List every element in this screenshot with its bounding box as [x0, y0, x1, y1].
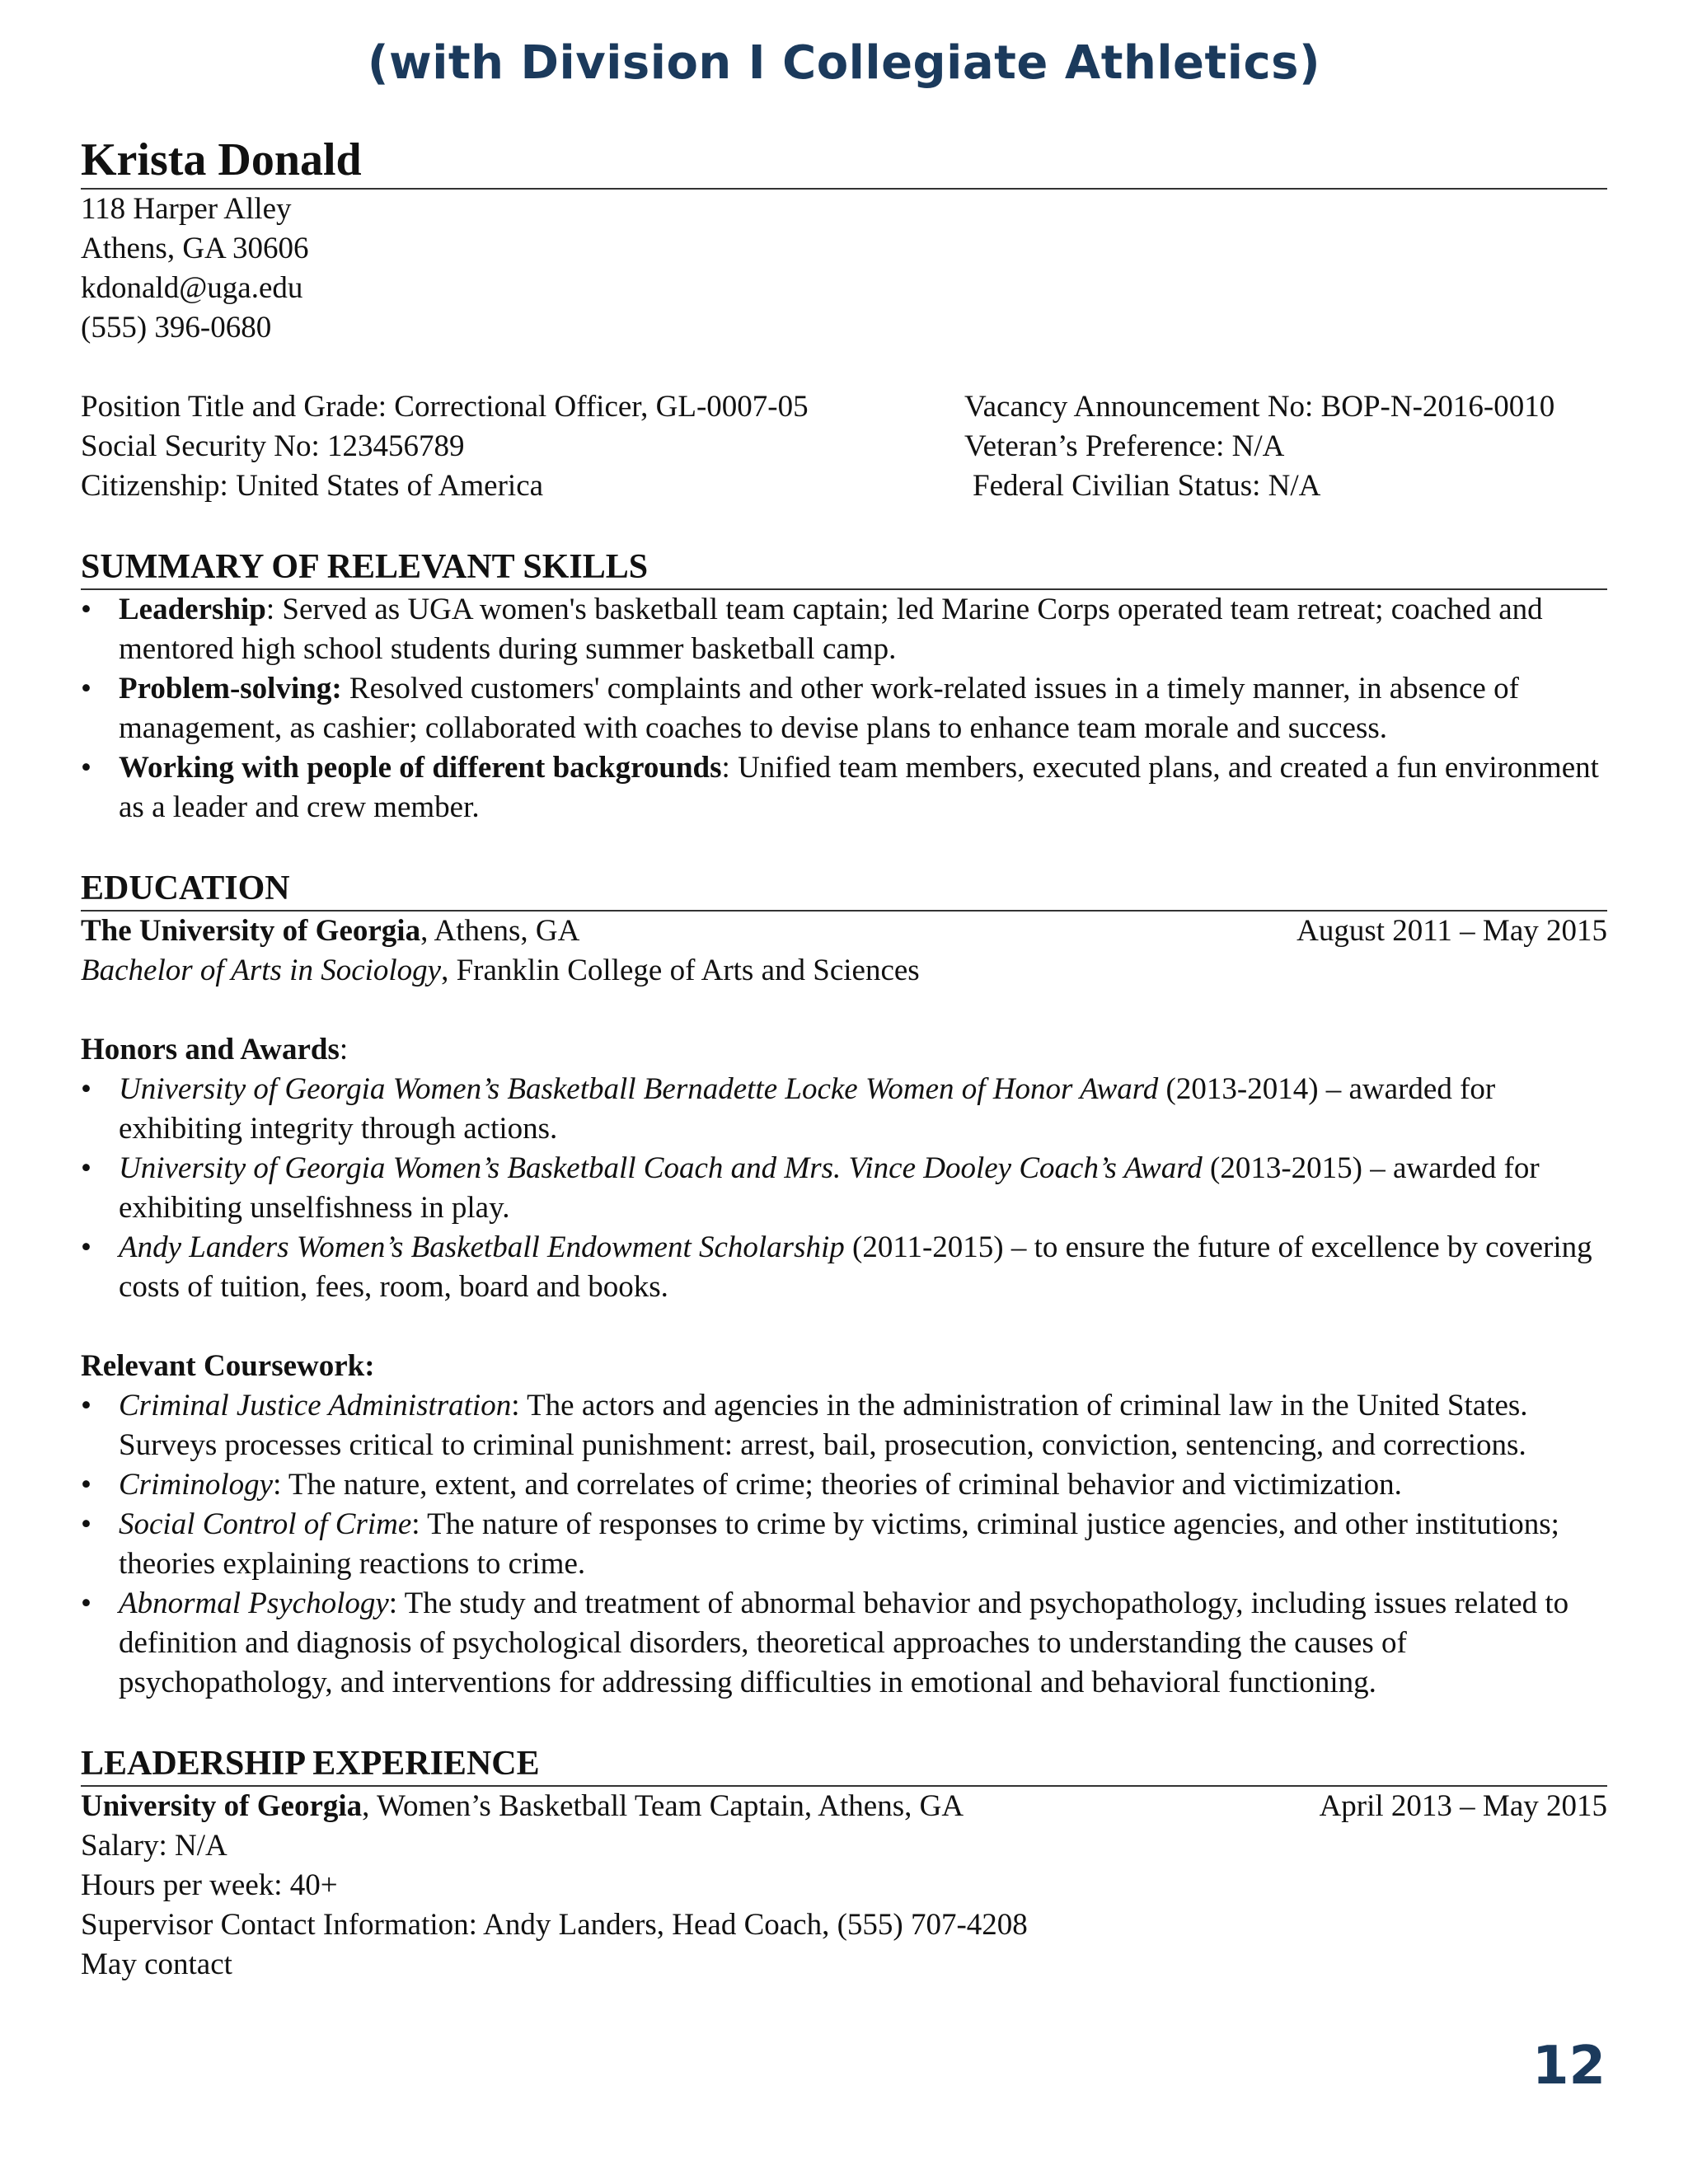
- federal-status: Federal Civilian Status: N/A: [973, 469, 1321, 503]
- position-title: Position Title and Grade: Correctional Officer, GL-0007-05: [81, 390, 809, 424]
- list-item: • Social Control of Crime: The nature of responses to crime by victims, criminal justice agencies, and other institutions; theories explaining reactions to crime.: [81, 1507, 1559, 1581]
- contact-block: [81, 190, 1607, 348]
- list-item: • Abnormal Psychology: The study and treatment of abnormal behavior and psychopathology, including issues related to definition and diagnosis of psychological disorders, theoretical approaches to understanding the causes of psychopathology, and interventions for addressing difficulties in emotional and behavioral functioning.: [81, 1586, 1569, 1699]
- applicant-name: Krista Donald: [81, 132, 1607, 190]
- education-dates: August 2011 – May 2015: [1296, 914, 1607, 948]
- list-item: • Criminal Justice Administration: The actors and agencies in the administration of criminal law in the United States. Surveys processes critical to criminal punishment: arrest, bail, prosecution, conviction, sentencing, and corrections.: [81, 1389, 1528, 1462]
- list-item: • Leadership: Served as UGA women's basketball team captain; led Marine Corps operated team retreat; coached and mentored high school students during summer basketball camp.: [81, 593, 1543, 666]
- list-item: • University of Georgia Women’s Basketball Bernadette Locke Women of Honor Award (2013-2014) – awarded for exhibiting integrity through actions.: [81, 1072, 1496, 1146]
- list-item: • Working with people of different backgrounds: Unified team members, executed plans, and created a fun environment as a leader and crew member.: [81, 751, 1599, 824]
- salary: Salary: N/A: [81, 1829, 227, 1863]
- leadership-org: University of Georgia: [81, 1789, 363, 1823]
- address-city: Athens, GA 30606: [81, 232, 309, 265]
- list-item: • Criminology: The nature, extent, and correlates of crime; theories of criminal behavior and victimization.: [81, 1468, 1402, 1502]
- hours-per-week: Hours per week: 40+: [81, 1868, 338, 1902]
- page-number: 12: [1531, 2036, 1606, 2097]
- supervisor-contact: Supervisor Contact Information: Andy Landers, Head Coach, (555) 707-4208: [81, 1908, 1028, 1942]
- education-heading: EDUCATION: [81, 867, 1607, 912]
- coursework-heading: Relevant Coursework:: [81, 1349, 375, 1383]
- list-item: • Problem-solving: Resolved customers' complaints and other work-related issues in a timely manner, in absence of management, as cashier; collaborated with coaches to devise plans to enhance team morale and success.: [81, 672, 1519, 745]
- school-name: The University of Georgia: [81, 914, 421, 948]
- citizenship: Citizenship: United States of America: [81, 469, 544, 503]
- education-school-row: The University of Georgia, Athens, GA August 2011 – May 2015: [81, 912, 1607, 951]
- skills-heading: SUMMARY OF RELEVANT SKILLS: [81, 546, 1607, 590]
- address-street: 118 Harper Alley: [81, 192, 292, 226]
- may-contact: May contact: [81, 1947, 232, 1981]
- coursework-list: [81, 1386, 1607, 1703]
- position-info: [81, 387, 1607, 506]
- page-header-title: (with Division I Collegiate Athletics): [367, 36, 1321, 90]
- skills-list: [81, 590, 1607, 827]
- degree: Bachelor of Arts in Sociology, Franklin College of Arts and Sciences: [81, 954, 920, 987]
- ssn: Social Security No: 123456789: [81, 429, 465, 463]
- phone: (555) 396-0680: [81, 311, 272, 344]
- resume: [81, 132, 1607, 1985]
- leadership-dates: April 2013 – May 2015: [1319, 1789, 1607, 1823]
- vacancy-number: Vacancy Announcement No: BOP-N-2016-0010: [964, 390, 1555, 424]
- email: kdonald@uga.edu: [81, 271, 303, 305]
- leadership-heading: LEADERSHIP EXPERIENCE: [81, 1742, 1607, 1787]
- veteran-preference: Veteran’s Preference: N/A: [964, 429, 1285, 463]
- leadership-org-row: University of Georgia, Women’s Basketball Team Captain, Athens, GA April 2013 – May 2015: [81, 1787, 1607, 1826]
- honors-heading: Honors and Awards:: [81, 1033, 349, 1066]
- list-item: • Andy Landers Women’s Basketball Endowment Scholarship (2011-2015) – to ensure the future of excellence by covering costs of tuition, fees, room, board and books.: [81, 1230, 1592, 1304]
- honors-list: [81, 1070, 1607, 1307]
- list-item: • University of Georgia Women’s Basketball Coach and Mrs. Vince Dooley Coach’s Award (2013-2015) – awarded for exhibiting unselfishness in play.: [81, 1151, 1540, 1225]
